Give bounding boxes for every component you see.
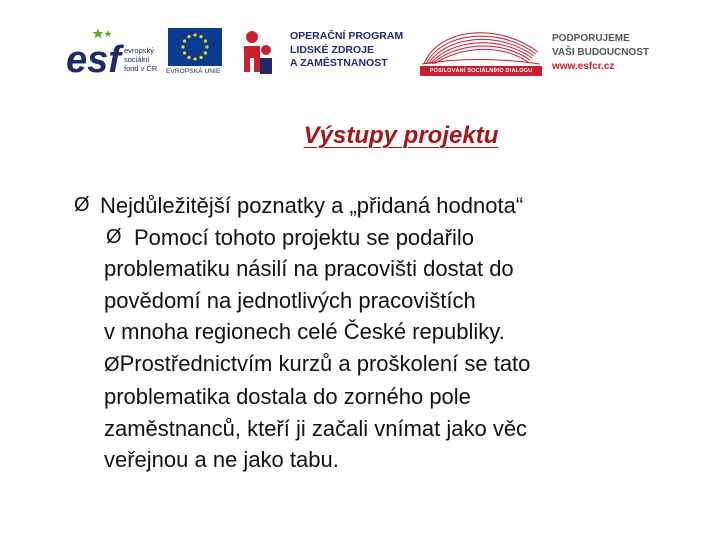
arrow-bullet-icon: Ø bbox=[104, 353, 120, 376]
sub-bullet-text: Pomocí tohoto projektu se podařilo bbox=[134, 224, 474, 250]
sub-bullet-text: Prostřednictvím kurzů a proškolení se tato bbox=[119, 350, 531, 376]
op-program-name bbox=[290, 30, 403, 71]
sub-bullet-text: problematika dostala do zorného pole bbox=[104, 384, 471, 409]
esf-caption-line: evropský bbox=[124, 46, 155, 55]
sub-bullet-2 bbox=[104, 348, 694, 476]
sub-bullet-text: povědomí na jednotlivých pracovištích bbox=[104, 287, 476, 313]
eu-star bbox=[193, 33, 196, 36]
eu-star bbox=[199, 35, 202, 38]
logo-header bbox=[0, 0, 720, 100]
support-line: PODPORUJEME bbox=[552, 33, 630, 44]
esf-wordmark: esf bbox=[66, 39, 121, 78]
support-slogan bbox=[552, 32, 649, 74]
eu-star bbox=[199, 56, 202, 59]
sub-bullet-2-first-line bbox=[104, 348, 694, 382]
eu-star bbox=[183, 51, 186, 54]
sub-bullet-text: problematiku násilí na pracovišti dostat do bbox=[104, 256, 514, 281]
eu-star bbox=[205, 45, 208, 48]
sub-bullet-text: veřejnou a ne jako tabu. bbox=[104, 447, 339, 472]
eu-star bbox=[193, 57, 196, 60]
eu-flag-icon bbox=[168, 28, 222, 66]
sub-bullet-1 bbox=[104, 222, 694, 348]
support-line: VAŠI BUDOUCNOST bbox=[552, 47, 650, 58]
eu-star bbox=[204, 39, 207, 42]
eu-star bbox=[187, 35, 190, 38]
dialog-banner: POSILOVÁNÍ SOCIÁLNÍHO DIALOGU bbox=[420, 66, 542, 76]
arrow-bullet-icon: Ø bbox=[74, 194, 90, 216]
op-lz-icon bbox=[240, 28, 284, 76]
eu-star bbox=[204, 51, 207, 54]
slide-title: Výstupy projektu bbox=[303, 122, 499, 149]
esf-caption-line: fond v ČR bbox=[124, 64, 158, 73]
slide-content bbox=[74, 190, 694, 476]
arrow-bullet-icon: Ø bbox=[106, 225, 122, 248]
support-url: www.esfcr.cz bbox=[552, 61, 615, 72]
esf-caption-line: sociální bbox=[124, 55, 150, 64]
op-line: LIDSKÉ ZDROJE bbox=[290, 43, 375, 56]
sub-bullet-1-first-line bbox=[106, 222, 694, 254]
op-line: OPERAČNÍ PROGRAM bbox=[290, 30, 404, 42]
slide-title-wrap bbox=[0, 114, 720, 151]
eu-star bbox=[183, 39, 186, 42]
eu-star bbox=[181, 45, 184, 48]
esf-caption bbox=[124, 46, 157, 73]
eu-caption: EVROPSKÁ UNIE bbox=[166, 68, 221, 75]
sub-bullet-text: v mnoha regionech celé České republiky. bbox=[104, 319, 505, 344]
main-bullet-text: Nejdůležitější poznatky a „přidaná hodnota“ bbox=[100, 193, 524, 218]
sub-bullet-text: zaměstnanců, kteří ji začali vnímat jako věc bbox=[104, 415, 528, 441]
op-line: A ZAMĚSTNANOST bbox=[290, 57, 388, 69]
eu-star bbox=[187, 56, 190, 59]
main-bullet bbox=[74, 190, 694, 222]
